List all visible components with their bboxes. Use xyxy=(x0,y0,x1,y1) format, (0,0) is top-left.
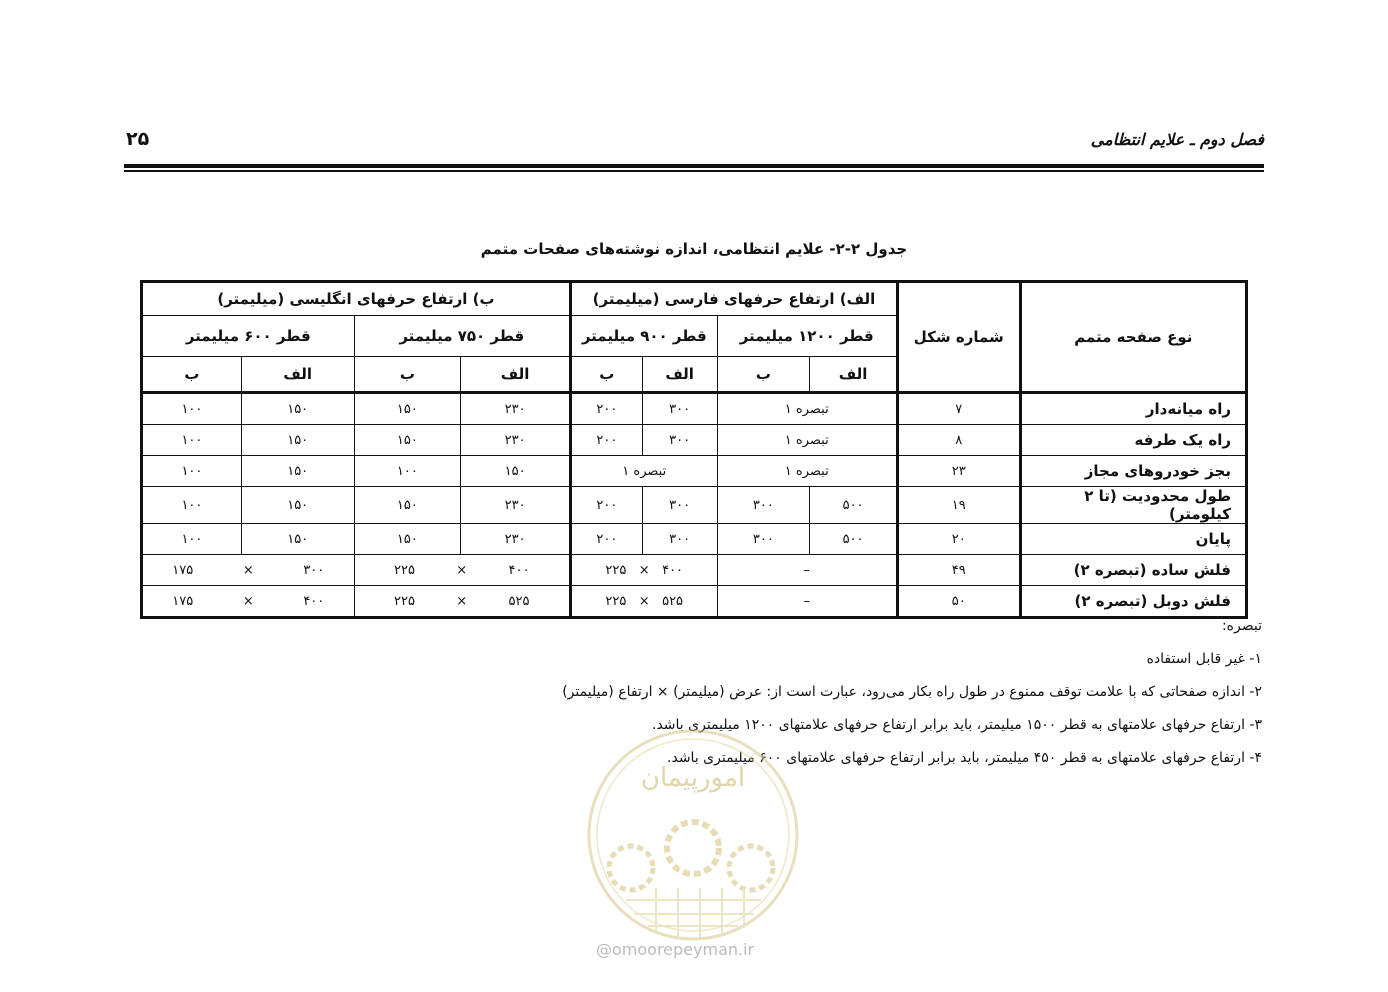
sign-name: راه یک طرفه xyxy=(1020,425,1246,456)
cell-750-alef: ۱۵۰ xyxy=(461,456,571,487)
note-item: ۱- غیر قابل استفاده xyxy=(1146,651,1262,667)
watermark-text: @omoorepeyman.ir xyxy=(596,940,755,959)
sign-name: فلش دوبل (تبصره ۲) xyxy=(1020,586,1246,618)
header-sign-type: نوع صفحه متمم xyxy=(1020,282,1246,393)
size-height: ۲۲۵ xyxy=(605,593,627,609)
cell-1200: تبصره ۱ xyxy=(717,456,897,487)
header-rule-thin xyxy=(124,170,1264,172)
figure-number: ۵۰ xyxy=(897,586,1020,618)
header-persian-group: الف) ارتفاع حرفهای فارسی (میلیمتر) xyxy=(570,282,897,316)
cell-750-alef: ۲۳۰ xyxy=(461,487,571,524)
header-diameter-900: قطر ۹۰۰ میلیمتر xyxy=(570,316,717,357)
cell-600-alef: ۱۵۰ xyxy=(241,456,354,487)
cell-600-be: ۱۰۰ xyxy=(142,425,242,456)
cell-600-size xyxy=(142,586,355,618)
cell-600-be: ۱۰۰ xyxy=(142,524,242,555)
header-alef: الف xyxy=(642,357,717,393)
header-figure-number: شماره شکل xyxy=(897,282,1020,393)
cell-900-be: ۲۰۰ xyxy=(570,487,642,524)
note-item: ۴- ارتفاع حرفهای علامتهای به قطر ۴۵۰ میلیمتر، باید برابر ارتفاع حرفهای علامتهای ۶۰۰ میلیمتری باشد. xyxy=(667,750,1262,766)
size-width: ۵۲۵ xyxy=(508,593,530,609)
note-item: ۳- ارتفاع حرفهای علامتهای به قطر ۱۵۰۰ میلیمتر، باید برابر ارتفاع حرفهای علامتهای ۱۲۰۰ میلیمتری باشد. xyxy=(652,717,1262,733)
cell-750-alef: ۲۳۰ xyxy=(461,524,571,555)
cell-1200-be: ۳۰۰ xyxy=(717,524,810,555)
cell-750-size xyxy=(354,586,570,618)
table-row xyxy=(142,456,1247,487)
sign-name: پایان xyxy=(1020,524,1246,555)
cell-600-alef: ۱۵۰ xyxy=(241,425,354,456)
header-be: ب xyxy=(717,357,810,393)
size-height: ۱۷۵ xyxy=(172,562,194,578)
times-sign: × xyxy=(638,562,650,578)
figure-number: ۴۹ xyxy=(897,555,1020,586)
cell-900-alef: ۳۰۰ xyxy=(642,524,717,555)
cell-750-be: ۱۵۰ xyxy=(354,425,461,456)
sign-size-table xyxy=(140,280,1248,619)
figure-number: ۷ xyxy=(897,393,1020,425)
cell-1200-dash: – xyxy=(717,555,897,586)
cell-1200: تبصره ۱ xyxy=(717,393,897,425)
cell-900-size xyxy=(570,555,717,586)
cell-600-alef: ۱۵۰ xyxy=(241,487,354,524)
sign-name: طول محدودیت (تا ۲ کیلومتر) xyxy=(1020,487,1246,524)
table-row xyxy=(142,586,1247,618)
size-width: ۳۰۰ xyxy=(303,562,325,578)
figure-number: ۸ xyxy=(897,425,1020,456)
table-row xyxy=(142,393,1247,425)
figure-number: ۲۳ xyxy=(897,456,1020,487)
cell-900-be: ۲۰۰ xyxy=(570,425,642,456)
cell-600-alef: ۱۵۰ xyxy=(241,524,354,555)
cell-600-be: ۱۰۰ xyxy=(142,456,242,487)
cell-900-be: ۲۰۰ xyxy=(570,393,642,425)
chapter-title: فصل دوم ـ علایم انتظامی xyxy=(1090,130,1264,149)
header-be: ب xyxy=(142,357,242,393)
size-width: ۴۰۰ xyxy=(508,562,530,578)
seal-logo xyxy=(586,728,800,942)
page-number: ۲۵ xyxy=(126,128,150,150)
times-sign: × xyxy=(456,593,468,609)
cell-1200-dash: – xyxy=(717,586,897,618)
cell-1200-alef: ۵۰۰ xyxy=(810,524,898,555)
header-english-group: ب) ارتفاع حرفهای انگلیسی (میلیمتر) xyxy=(142,282,571,316)
page-header xyxy=(124,128,1264,158)
table-row xyxy=(142,524,1247,555)
table-row xyxy=(142,425,1247,456)
times-sign: × xyxy=(242,562,254,578)
cell-900: تبصره ۱ xyxy=(570,456,717,487)
table-caption: جدول ۲-۲- علایم انتظامی، اندازه نوشته‌های صفحات متمم xyxy=(480,240,908,258)
cell-750-be: ۱۵۰ xyxy=(354,487,461,524)
times-sign: × xyxy=(242,593,254,609)
cell-750-alef: ۲۳۰ xyxy=(461,425,571,456)
size-width: ۵۲۵ xyxy=(662,593,684,609)
notes-title: تبصره: xyxy=(1221,618,1262,634)
cell-600-be: ۱۰۰ xyxy=(142,487,242,524)
cell-900-alef: ۳۰۰ xyxy=(642,487,717,524)
table-row xyxy=(142,555,1247,586)
cell-900-alef: ۳۰۰ xyxy=(642,425,717,456)
figure-number: ۲۰ xyxy=(897,524,1020,555)
size-height: ۱۷۵ xyxy=(172,593,194,609)
header-diameter-750: قطر ۷۵۰ میلیمتر xyxy=(354,316,570,357)
header-alef: الف xyxy=(241,357,354,393)
cell-900-be: ۲۰۰ xyxy=(570,524,642,555)
cell-750-be: ۱۵۰ xyxy=(354,393,461,425)
header-be: ب xyxy=(354,357,461,393)
size-width: ۴۰۰ xyxy=(303,593,325,609)
header-be: ب xyxy=(570,357,642,393)
cell-750-alef: ۲۳۰ xyxy=(461,393,571,425)
cell-750-be: ۱۰۰ xyxy=(354,456,461,487)
cell-600-be: ۱۰۰ xyxy=(142,393,242,425)
header-alef: الف xyxy=(461,357,571,393)
times-sign: × xyxy=(456,562,468,578)
size-height: ۲۲۵ xyxy=(605,562,627,578)
notes-section xyxy=(362,618,1262,783)
cell-900-size xyxy=(570,586,717,618)
cell-1200: تبصره ۱ xyxy=(717,425,897,456)
figure-number: ۱۹ xyxy=(897,487,1020,524)
seal-text: امورپیمان xyxy=(640,763,746,793)
sign-name: بجز خودروهای مجاز xyxy=(1020,456,1246,487)
sign-name: راه میانه‌دار xyxy=(1020,393,1246,425)
table-row xyxy=(142,487,1247,524)
times-sign: × xyxy=(638,593,650,609)
header-diameter-1200: قطر ۱۲۰۰ میلیمتر xyxy=(717,316,897,357)
cell-1200-be: ۳۰۰ xyxy=(717,487,810,524)
cell-750-size xyxy=(354,555,570,586)
size-height: ۲۲۵ xyxy=(394,593,415,609)
size-height: ۲۲۵ xyxy=(394,562,415,578)
header-diameter-600: قطر ۶۰۰ میلیمتر xyxy=(142,316,355,357)
size-width: ۴۰۰ xyxy=(662,562,684,578)
sign-name: فلش ساده (تبصره ۲) xyxy=(1020,555,1246,586)
cell-600-alef: ۱۵۰ xyxy=(241,393,354,425)
cell-900-alef: ۳۰۰ xyxy=(642,393,717,425)
cell-750-be: ۱۵۰ xyxy=(354,524,461,555)
cell-600-size xyxy=(142,555,355,586)
header-rule-thick xyxy=(124,164,1264,168)
note-item: ۲- اندازه صفحاتی که با علامت توقف ممنوع در طول راه بکار می‌رود، عبارت است از: عرض (میلیمتر) × ارتفاع (میلیمتر) xyxy=(562,684,1262,700)
header-alef: الف xyxy=(810,357,898,393)
cell-1200-alef: ۵۰۰ xyxy=(810,487,898,524)
